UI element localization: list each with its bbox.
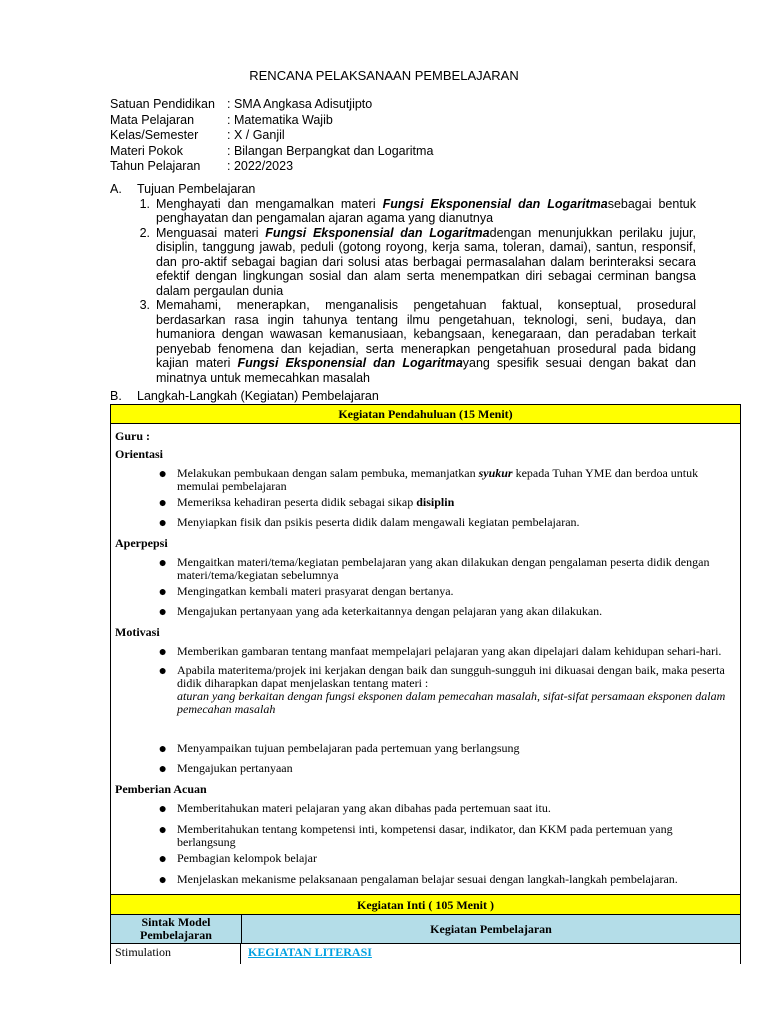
bullet-icon: ● bbox=[158, 852, 167, 867]
list-item: ● Menjelaskan mekanisme pelaksanaan pengalaman belajar sesuai dengan langkah-langkah pembelajaran. bbox=[115, 873, 734, 888]
row-label: Stimulation bbox=[111, 944, 241, 964]
guru-label: Guru : bbox=[115, 429, 151, 443]
section-title: Tujuan Pembelajaran bbox=[137, 182, 256, 196]
orientasi-heading: Orientasi bbox=[115, 447, 163, 461]
list-item bbox=[110, 197, 696, 226]
bullet-icon: ● bbox=[158, 605, 167, 620]
list-item: ● Memberitahukan tentang kompetensi inti, kompetensi dasar, indikator, dan KKM pada pertemuan yang berlangsung bbox=[115, 823, 734, 849]
list-item: ● Pembagian kelompok belajar bbox=[115, 852, 734, 867]
list-item: ● Mengaitkan materi/tema/kegiatan pembelajaran yang akan dilakukan dengan pengalaman peserta didik dengan materi/tema/kegiatan sebelumnya bbox=[115, 556, 734, 582]
italic-text: aturan yang berkaitan dengan fungsi eksponen dalam pemecahan masalah, sifat-sifat persamaan eksponen dalam pemecahan masalah bbox=[177, 689, 726, 716]
activity-table bbox=[110, 404, 741, 964]
list-item: ● Melakukan pembukaan dengan salam pembuka, memanjatkan syukur kepada Tuhan YME dan berdoa untuk memulai pembelajaran bbox=[115, 467, 734, 493]
info-label: Materi Pokok bbox=[110, 143, 183, 158]
table-header bbox=[111, 915, 740, 944]
motivasi-heading: Motivasi bbox=[115, 625, 160, 639]
item-number: 1. bbox=[139, 196, 150, 211]
identity-block bbox=[110, 97, 433, 175]
info-label: Tahun Pelajaran bbox=[110, 159, 201, 173]
page-title: RENCANA PELAKSANAAN PEMBELAJARAN bbox=[249, 68, 519, 83]
info-value: : X / Ganjil bbox=[227, 128, 285, 142]
info-label: Mata Pelajaran bbox=[110, 112, 195, 127]
bullet-icon: ● bbox=[158, 873, 167, 888]
info-row bbox=[110, 159, 433, 175]
item-number: 3. bbox=[139, 298, 150, 312]
bullet-icon: ● bbox=[158, 516, 167, 531]
band-pendahuluan: Kegiatan Pendahuluan (15 Menit) bbox=[111, 405, 740, 424]
bullet-icon: ● bbox=[158, 742, 167, 757]
list-item: ● Memberitahukan materi pelajaran yang akan dibahas pada pertemuan saat itu. bbox=[115, 802, 734, 817]
column-header-sintak: Sintak Model Pembelajaran bbox=[111, 915, 242, 943]
section-letter: A. bbox=[110, 182, 122, 196]
column-header-kegiatan: Kegiatan Pembelajaran bbox=[430, 922, 552, 936]
emphasis-text: Fungsi Eksponensial dan Logaritma bbox=[265, 225, 490, 240]
section-letter: B. bbox=[110, 389, 122, 403]
list-item: ● Apabila materitema/projek ini kerjakan dengan baik dan sungguh-sungguh ini dikuasai dengan baik, maka peserta didik diharapkan dapat menjelaskan tentang materi : aturan yang berkaitan dengan fungsi eksponen dalam pemecahan masalah, sifat-sifat persamaan eksponen dalam pemecahan masalah bbox=[115, 664, 734, 716]
aperpepsi-heading: Aperpepsi bbox=[115, 536, 168, 550]
section-b-heading bbox=[110, 389, 379, 403]
section-title: Langkah-Langkah (Kegiatan) Pembelajaran bbox=[137, 389, 379, 403]
info-row bbox=[110, 97, 433, 113]
info-value: : SMA Angkasa Adisutjipto bbox=[227, 97, 373, 111]
pendahuluan-content bbox=[111, 424, 740, 888]
bullet-icon: ● bbox=[158, 556, 167, 571]
acuan-heading: Pemberian Acuan bbox=[115, 782, 207, 796]
info-row bbox=[110, 144, 433, 160]
info-label: Satuan Pendidikan bbox=[110, 97, 215, 111]
list-item: ● Mengajukan pertanyaan bbox=[115, 762, 734, 777]
item-text: Menghayati dan mengamalkan materi Fungsi Eksponensial dan Logaritmasebagai bentuk penghayatan dan pengamalan ajaran agama yang dianutnya bbox=[156, 196, 696, 225]
info-value: : 2022/2023 bbox=[227, 159, 294, 173]
section-a bbox=[110, 182, 696, 385]
list-item: ● Mengajukan pertanyaan yang ada keterkaitannya dengan pelajaran yang akan dilakukan. bbox=[115, 605, 734, 620]
info-label: Kelas/Semester bbox=[110, 128, 199, 142]
kegiatan-literasi-link[interactable]: KEGIATAN LITERASI bbox=[248, 945, 372, 959]
bullet-icon: ● bbox=[158, 645, 167, 660]
bullet-icon: ● bbox=[158, 496, 167, 511]
info-value: : Bilangan Berpangkat dan Logaritma bbox=[227, 143, 434, 158]
info-row bbox=[110, 113, 433, 129]
bullet-icon: ● bbox=[158, 823, 167, 838]
emphasis-text: Fungsi Eksponensial dan Logaritma bbox=[237, 356, 463, 370]
list-item: ● Memberikan gambaran tentang manfaat mempelajari pelajaran yang akan dipelajari dalam kehidupan sehari-hari. bbox=[115, 645, 734, 660]
list-item bbox=[110, 298, 696, 385]
bullet-icon: ● bbox=[158, 802, 167, 817]
info-row bbox=[110, 128, 433, 144]
bullet-icon: ● bbox=[158, 664, 167, 679]
objective-list bbox=[110, 197, 696, 386]
bullet-icon: ● bbox=[158, 467, 167, 482]
list-item: ● Memeriksa kehadiran peserta didik sebagai sikap disiplin bbox=[115, 496, 734, 511]
item-text: Menguasai materi Fungsi Eksponensial dan Logaritmadengan menunjukkan perilaku jujur, disiplin, tanggung jawab, peduli (gotong royong, kerja sama, toleran, damai), santun, responsif, dan pro-aktif sebagai bagian dari solusi atas berbagai permasalahan dalam berinteraksi secara efektif dengan lingkungan sosial dan alam serta menempatkan diri sebagai cerminan bangsa dalam pergaulan dunia bbox=[156, 225, 696, 298]
table-row bbox=[111, 944, 740, 964]
list-item: ● Menyampaikan tujuan pembelajaran pada pertemuan yang berlangsung bbox=[115, 742, 734, 757]
list-item bbox=[110, 226, 696, 299]
list-item: ● Menyiapkan fisik dan psikis peserta didik dalam mengawali kegiatan pembelajaran. bbox=[115, 516, 734, 531]
item-number: 2. bbox=[139, 225, 150, 240]
bullet-icon: ● bbox=[158, 585, 167, 600]
list-item: ● Mengingatkan kembali materi prasyarat dengan bertanya. bbox=[115, 585, 734, 600]
section-a-heading bbox=[110, 182, 696, 197]
emphasis-text: Fungsi Eksponensial dan Logaritma bbox=[382, 196, 608, 211]
bullet-icon: ● bbox=[158, 762, 167, 777]
band-inti: Kegiatan Inti ( 105 Menit ) bbox=[111, 894, 740, 915]
item-text: Memahami, menerapkan, menganalisis pengetahuan faktual, konseptual, prosedural berdasarkan rasa ingin tahunya tentang ilmu pengetahuan, teknologi, seni, budaya, dan humaniora dengan wawasan kemanusiaan, kebangsaan, kenegaraan, dan peradaban terkait penyebab fenomena dan kejadian, serta menerapkan pengetahuan prosedural pada bidang kajian materi Fungsi Eksponensial dan Logaritmayang spesifik sesuai dengan bakat dan minatnya untuk memecahkan masalah bbox=[156, 298, 696, 385]
info-value: : Matematika Wajib bbox=[227, 112, 333, 127]
